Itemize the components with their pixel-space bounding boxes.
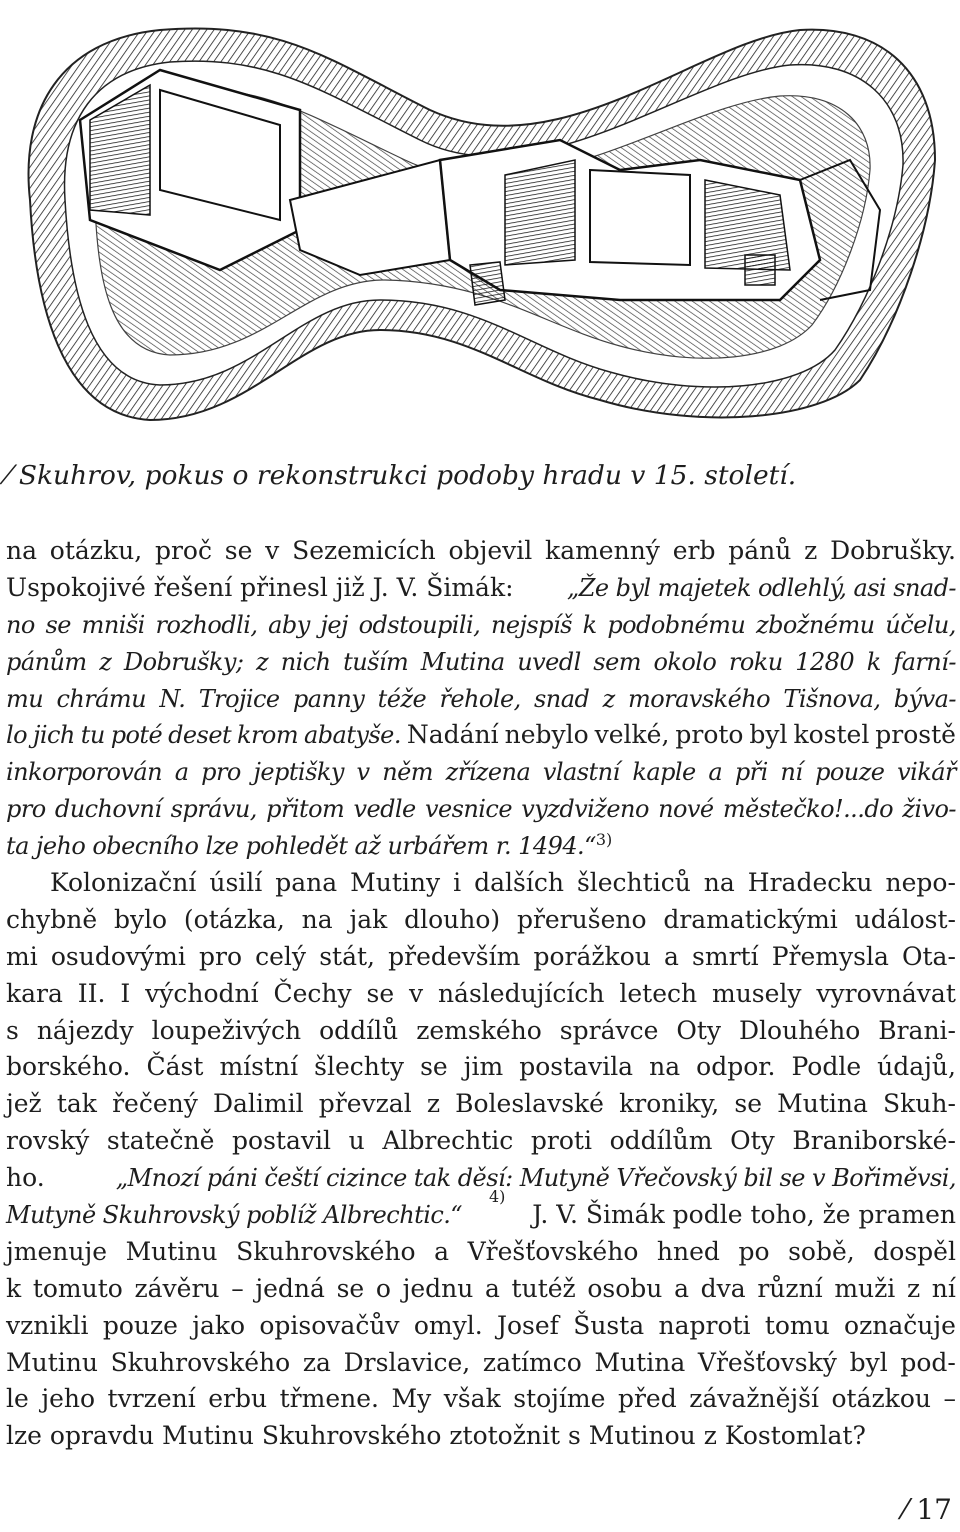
word: se <box>45 610 71 639</box>
word: dva <box>700 1273 746 1303</box>
word: jim <box>463 1052 504 1082</box>
word: musely <box>711 978 802 1008</box>
word: jež <box>6 1089 42 1119</box>
word: jeho <box>41 1384 96 1414</box>
word: úsilí <box>209 868 263 897</box>
word: chrámu <box>56 684 147 713</box>
word: tomuto <box>32 1273 123 1303</box>
word: N. <box>159 684 186 713</box>
word: převzal <box>318 1089 412 1119</box>
word: hned <box>656 1236 720 1266</box>
word: Dobrušky; <box>123 647 244 676</box>
text-line <box>6 1086 956 1123</box>
word: nich <box>280 647 331 676</box>
word: Josef <box>496 1310 559 1340</box>
word: v <box>356 758 370 787</box>
word: u <box>348 1126 365 1156</box>
word: oddílů <box>319 1015 399 1045</box>
text-line <box>6 1013 956 1050</box>
word: smrtí <box>692 941 759 971</box>
word: tvrzení <box>107 1384 196 1414</box>
text-line <box>6 1381 956 1418</box>
word: téže <box>377 684 427 713</box>
word: velké, <box>594 720 670 750</box>
word: Oty <box>730 1126 775 1156</box>
word: Nadání <box>406 720 499 750</box>
word: třmene. <box>279 1384 379 1414</box>
text-line <box>6 865 956 902</box>
word: Vřešťovského <box>467 1236 639 1266</box>
word: abatyše. <box>303 721 401 750</box>
word: panny <box>292 684 365 713</box>
word: Skuhrovského <box>236 1236 416 1266</box>
word: Mutinu <box>125 1236 218 1266</box>
word: Část <box>146 1052 204 1082</box>
word: kamenný <box>545 536 660 565</box>
word: a <box>674 1273 689 1303</box>
word: jmenuje <box>6 1236 108 1266</box>
text-line <box>6 681 956 718</box>
word: k <box>6 1273 22 1303</box>
word: Mutina <box>594 1347 686 1377</box>
page-number: ⁄ 17 <box>902 1493 952 1526</box>
text-line <box>6 1234 956 1271</box>
word: dalších <box>474 868 564 897</box>
word: k <box>582 610 597 639</box>
word: odstoupili, <box>358 610 481 639</box>
word: zatímco <box>482 1347 582 1377</box>
word: deset <box>168 721 232 750</box>
word: Dlouhého <box>739 1015 861 1045</box>
word: na <box>649 1052 681 1082</box>
word: Vřešťovský <box>697 1347 837 1377</box>
word: proč <box>154 536 212 565</box>
word: Braniborské- <box>792 1126 956 1156</box>
word: ní <box>931 1273 956 1303</box>
word: jedná <box>255 1273 325 1303</box>
word: o <box>375 1273 391 1303</box>
figure-caption: ⁄ Skuhrov, pokus o rekonstrukci podoby hradu v 15. století. <box>6 460 797 491</box>
word: a <box>664 941 679 971</box>
word: však <box>443 1384 501 1414</box>
word: rozhodli, <box>155 610 258 639</box>
word: le <box>6 1384 29 1414</box>
word: vyrovnávat <box>816 978 956 1008</box>
word: k <box>866 647 881 676</box>
word: a <box>708 758 723 787</box>
word: byl <box>849 1347 888 1377</box>
word: pánů <box>728 536 792 565</box>
word: tak <box>56 1089 97 1119</box>
word: nejspíš <box>490 610 572 639</box>
text-line <box>6 1049 956 1086</box>
word: živo- <box>902 795 956 824</box>
word: Albrechtic <box>382 1126 514 1156</box>
word: aby <box>268 610 310 639</box>
word: proto <box>675 720 744 750</box>
word: správu, <box>170 795 257 824</box>
word: účelu, <box>885 610 956 639</box>
word: Drslavice, <box>343 1347 471 1377</box>
word: bylo <box>113 904 168 934</box>
word: jeptišky <box>253 758 344 787</box>
word: I <box>120 978 131 1008</box>
word: pouze <box>102 1310 178 1340</box>
text-line <box>6 1123 956 1160</box>
word: byl <box>749 720 788 750</box>
word: údajů, <box>877 1052 956 1082</box>
word: Dalimil <box>212 1089 304 1119</box>
word: Skuh- <box>883 1089 956 1119</box>
word: zbožnému <box>755 610 875 639</box>
word: událost- <box>854 904 956 934</box>
word: Mutinu <box>6 1347 98 1377</box>
text-run: „Že byl majetek odlehlý, asi snad- <box>566 573 956 602</box>
word: pod- <box>900 1347 956 1377</box>
word: no <box>6 610 35 639</box>
word: duchovní <box>54 795 162 824</box>
text-line <box>6 939 956 976</box>
word: něm <box>382 758 433 787</box>
word: postavila <box>519 1052 634 1082</box>
word: závažnější <box>689 1384 819 1414</box>
text-line <box>6 1418 956 1455</box>
paragraph-1 <box>6 533 956 865</box>
text-run: ta jeho obecního lze pohledět až urbářem r. 1494.“ <box>6 832 596 861</box>
word: objevil <box>448 536 533 565</box>
word: okolo <box>653 647 717 676</box>
word: místní <box>219 1052 299 1082</box>
word: pro <box>201 758 241 787</box>
word: i <box>453 868 462 897</box>
word: vznikli <box>6 1310 89 1340</box>
word: dospěl <box>873 1236 956 1266</box>
word: před <box>617 1384 677 1414</box>
word: a <box>484 1273 500 1303</box>
word: tu <box>80 721 105 750</box>
paragraph-2 <box>6 865 956 1455</box>
word: z <box>804 536 818 565</box>
word: nové <box>658 795 714 824</box>
word: – <box>943 1384 956 1414</box>
word: omyl. <box>413 1310 483 1340</box>
word: se <box>366 978 395 1008</box>
word: Kolonizační <box>50 868 197 897</box>
word: pana <box>275 868 338 897</box>
word: z <box>906 1273 921 1303</box>
word: farní- <box>893 647 956 676</box>
word: statečně <box>106 1126 215 1156</box>
word: proti <box>530 1126 592 1156</box>
word: a <box>174 758 189 787</box>
word: poté <box>110 721 163 750</box>
text-line <box>6 902 956 939</box>
word: Mutiny <box>350 868 441 897</box>
text-line <box>6 828 956 865</box>
word: řečený <box>112 1089 198 1119</box>
word: vlastní <box>542 758 620 787</box>
word: loupeživých <box>151 1015 302 1045</box>
word: východní <box>145 978 259 1008</box>
text-run: lze opravdu Mutinu Skuhrovského ztotožnit s Mutinou z Kostomlat? <box>6 1421 866 1451</box>
word: pro <box>198 941 242 971</box>
word: oddílům <box>609 1126 713 1156</box>
word: řehole, <box>439 684 521 713</box>
text-line <box>6 607 956 644</box>
word: šlechty <box>314 1052 405 1082</box>
word: Podle <box>791 1052 862 1082</box>
word: – <box>231 1273 244 1303</box>
word: otázkou <box>831 1384 931 1414</box>
word: rovský <box>6 1126 90 1156</box>
word: dramatickými <box>663 904 838 934</box>
word: na <box>6 536 38 565</box>
word: vedle <box>353 795 416 824</box>
word: býva- <box>893 684 956 713</box>
word: označuje <box>844 1310 956 1340</box>
word: z <box>426 1089 440 1119</box>
word: nepo- <box>885 868 956 897</box>
word: II. <box>77 978 106 1008</box>
word: lo <box>6 721 28 750</box>
text-line <box>6 570 956 607</box>
word: chybně <box>6 904 98 934</box>
word: na <box>703 868 735 897</box>
text-line <box>6 1308 956 1345</box>
word: tutéž <box>511 1273 576 1303</box>
word: v <box>265 536 280 565</box>
word: jako <box>192 1310 246 1340</box>
word: Hradecku <box>747 868 873 897</box>
text-line <box>6 1345 956 1382</box>
word: z <box>256 647 269 676</box>
word: pro <box>6 795 46 824</box>
text-run: ho. <box>6 1163 45 1193</box>
word: se <box>420 1052 448 1082</box>
word: erbu <box>208 1384 268 1414</box>
word: se <box>336 1273 365 1303</box>
word: mu <box>6 684 44 713</box>
word: jak <box>349 904 388 934</box>
word: ní <box>780 758 803 787</box>
word: mniši <box>81 610 145 639</box>
word: prostě <box>875 720 956 750</box>
word: závěru <box>134 1273 220 1303</box>
word: naproti <box>658 1310 751 1340</box>
word: na <box>301 904 333 934</box>
castle-reconstruction-drawing <box>0 0 960 450</box>
word: snad <box>534 684 590 713</box>
word: osobu <box>587 1273 663 1303</box>
word: Brani- <box>878 1015 956 1045</box>
word: z <box>99 647 112 676</box>
word: vikář <box>897 758 956 787</box>
word: kroniky, <box>619 1089 720 1119</box>
word: a <box>434 1236 450 1266</box>
word: nebylo <box>504 720 589 750</box>
word: Čechy <box>273 978 352 1008</box>
word: s <box>6 1015 19 1045</box>
footnote-ref: 4) <box>488 1187 506 1207</box>
word: různí <box>757 1273 823 1303</box>
word: moravského <box>628 684 771 713</box>
word: následujících <box>437 978 605 1008</box>
text-line <box>6 976 956 1013</box>
word: městečko!...do <box>722 795 894 824</box>
word: stojíme <box>513 1384 606 1414</box>
word: přerušeno <box>516 904 647 934</box>
word: Mutina <box>420 647 505 676</box>
word: Sezemicích <box>292 536 436 565</box>
word: roku <box>728 647 783 676</box>
word: kaple <box>632 758 696 787</box>
word: 1280 <box>795 647 855 676</box>
word: pánům <box>6 647 87 676</box>
word: Dobrušky. <box>830 536 956 565</box>
word: tuším <box>343 647 409 676</box>
word: se <box>734 1089 762 1119</box>
text-run: „Mnozí páni čeští cizince tak děsí: Mutyně Vřečovský bil se v Bořiměvsi, <box>115 1164 956 1193</box>
word: Trojice <box>198 684 280 713</box>
word: přitom <box>266 795 345 824</box>
word: především <box>388 941 521 971</box>
text-run: Uspokojivé řešení přinesl již J. V. Šimák: <box>6 572 514 602</box>
word: dlouho) <box>404 904 501 934</box>
word: My <box>391 1384 432 1414</box>
word: jich <box>32 721 75 750</box>
word: Mutina <box>777 1089 868 1119</box>
text-line <box>6 717 956 754</box>
word: inkorporován <box>6 758 163 787</box>
word: celý <box>255 941 307 971</box>
word: odpor. <box>696 1052 776 1082</box>
text-line <box>6 533 956 570</box>
word: jej <box>320 610 348 639</box>
word: stát, <box>319 941 375 971</box>
word: mi <box>6 941 38 971</box>
word: letech <box>619 978 698 1008</box>
word: osudovými <box>50 941 186 971</box>
word: opisovačův <box>259 1310 400 1340</box>
word: Skuhrovského <box>110 1347 291 1377</box>
word: Šusta <box>573 1310 645 1340</box>
word: Oty <box>676 1015 722 1045</box>
word: nájezdy <box>36 1015 134 1045</box>
word: zemského <box>416 1015 542 1045</box>
word: borského. <box>6 1052 131 1082</box>
text-line <box>6 754 956 791</box>
word: jednu <box>402 1273 474 1303</box>
word: Ota- <box>902 941 956 971</box>
word: tomu <box>764 1310 830 1340</box>
word: sem <box>593 647 641 676</box>
word: uvedl <box>517 647 581 676</box>
footnote-ref: 3) <box>595 830 613 850</box>
word: kara <box>6 978 63 1008</box>
word: se <box>224 536 253 565</box>
word: z <box>602 684 615 713</box>
word: krom <box>237 721 299 750</box>
word: postavil <box>232 1126 331 1156</box>
text-line <box>6 791 956 828</box>
word: Tišnova, <box>783 684 881 713</box>
word: Boleslavské <box>455 1089 604 1119</box>
text-line <box>6 1271 956 1308</box>
word: podobnému <box>607 610 746 639</box>
word: šlechticů <box>576 868 691 897</box>
word: erb <box>672 536 716 565</box>
word: v <box>408 978 424 1008</box>
word: otázku, <box>49 536 143 565</box>
word: kostel <box>793 720 870 750</box>
text-run: J. V. Šimák podle toho, že pramen <box>532 1200 956 1230</box>
text-line <box>6 644 956 681</box>
text-run: Mutyně Skuhrovský poblíž Albrechtic.“ <box>6 1201 463 1230</box>
word: vesnice <box>424 795 512 824</box>
word: pouze <box>815 758 885 787</box>
word: za <box>302 1347 331 1377</box>
word: při <box>734 758 768 787</box>
word: správce <box>559 1015 659 1045</box>
word: vyzdviženo <box>521 795 649 824</box>
word: porážkou <box>533 941 651 971</box>
word: po <box>738 1236 770 1266</box>
word: (otázka, <box>183 904 285 934</box>
word: sobě, <box>788 1236 855 1266</box>
word: Přemysla <box>771 941 889 971</box>
word: zřízena <box>445 758 531 787</box>
text-line <box>6 1187 956 1234</box>
text-line <box>6 1160 956 1197</box>
word: muži <box>834 1273 896 1303</box>
